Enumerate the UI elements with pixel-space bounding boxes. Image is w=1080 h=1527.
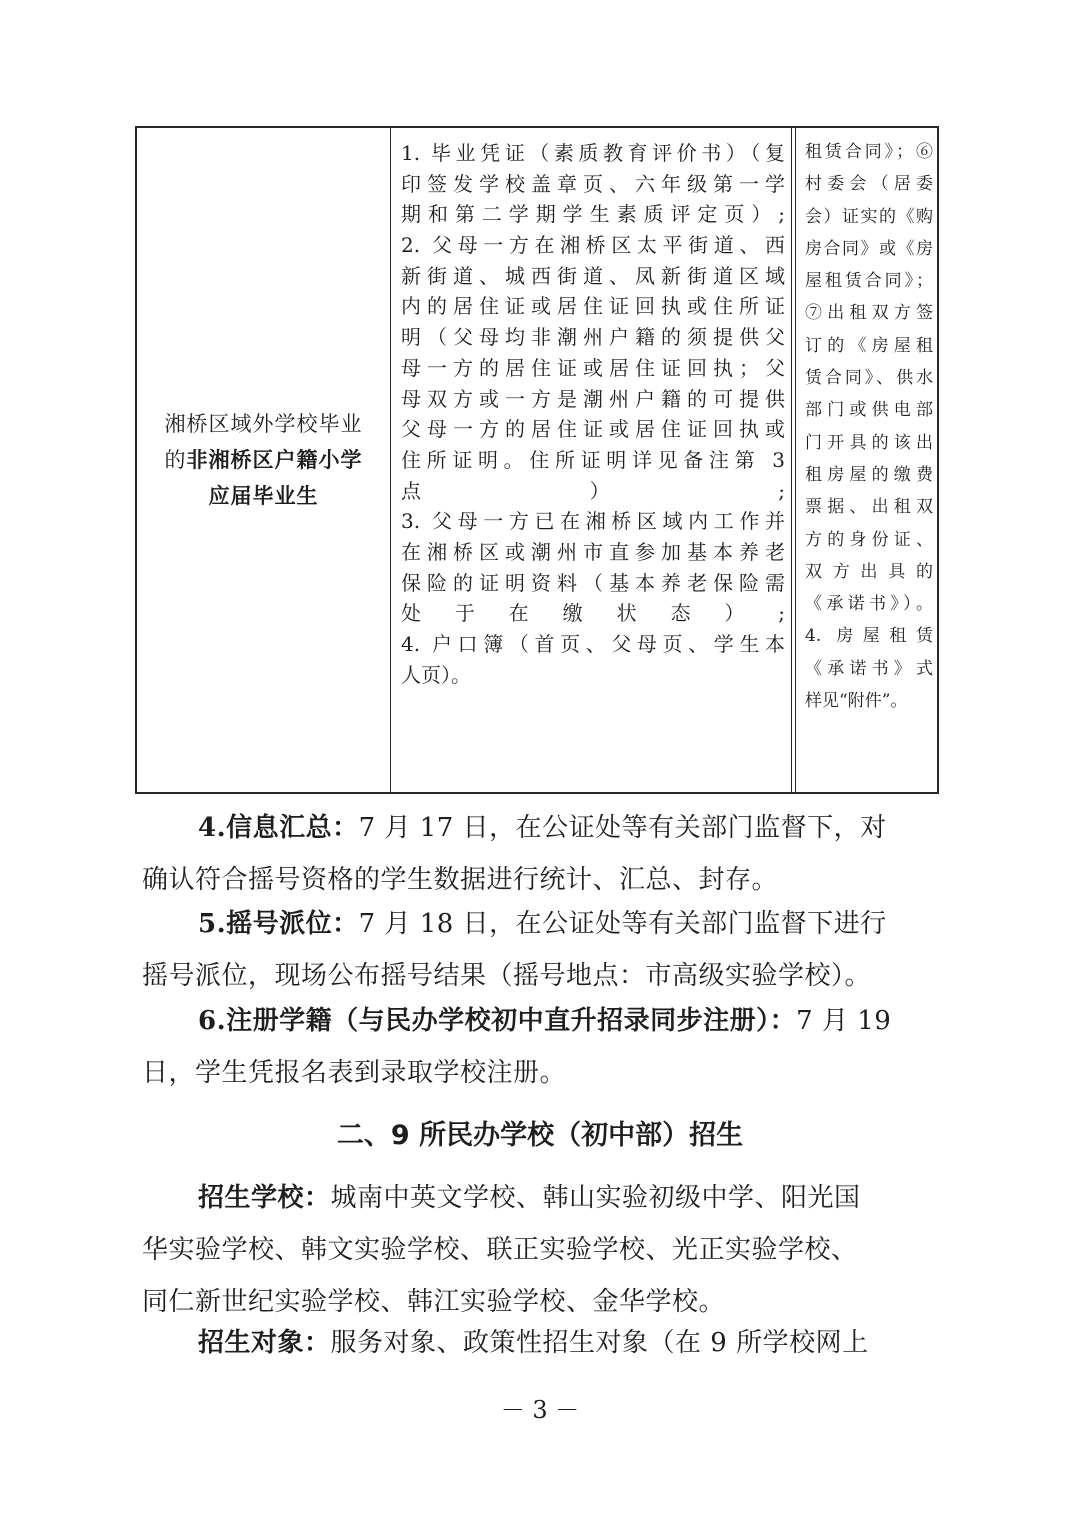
applicant-category-cell	[137, 128, 390, 792]
cell-line: 人页）。	[401, 662, 471, 687]
paragraph-text: 7 月 19	[796, 1006, 892, 1036]
cell-line: 租赁合同》；⑥	[805, 142, 933, 162]
paragraph-line: 确认符合摇号资格的学生数据进行统计、汇总、封存。	[142, 865, 779, 895]
cell-line: 母一方的居住证或居住证回执；父	[401, 355, 785, 380]
cell-line: 点）;	[401, 478, 785, 503]
cell-line: 屋租赁合同》；	[805, 271, 933, 292]
paragraph-line: 摇号派位，现场公布摇号结果（摇号地点：市高级实验学校）。	[142, 961, 872, 991]
table-column-divider	[390, 128, 391, 792]
paragraph-label: 招生学校：	[198, 1183, 331, 1213]
cell-line: 房合同》或《房	[805, 238, 933, 259]
cell-line: 部门或供电部	[805, 400, 933, 421]
table-column-divider	[791, 128, 792, 792]
paragraph-line	[142, 802, 932, 854]
paragraph-line: 同仁新世纪实验学校、韩江实验学校、金华学校。	[142, 1287, 726, 1317]
category-line-bold: 应届毕业生	[208, 483, 319, 508]
cell-line: 3. 父母一方已在湘桥区域内工作并	[401, 509, 785, 534]
paragraph-lottery	[142, 898, 932, 1002]
page-number: － 3 －	[500, 1396, 580, 1424]
paragraph-text: 7 月 18 日，在公证处等有关部门监督下进行	[358, 909, 887, 939]
cell-line: 保险的证明资料（基本养老保险需	[401, 570, 785, 595]
cell-line: ⑦出租双方签	[805, 303, 933, 324]
table-column-divider	[795, 128, 796, 792]
category-line-text: 的非湘桥区户籍小学	[164, 447, 363, 472]
paragraph-registration	[142, 995, 932, 1099]
cell-line: 租房屋的缴费	[805, 464, 933, 485]
paragraph-label: 4.信息汇总：	[198, 813, 359, 843]
section-heading: 二、9 所民办学校（初中部）招生	[336, 1120, 744, 1151]
cell-line: 母双方或一方是潮州户籍的可提供	[401, 386, 785, 411]
cell-line: 印签发学校盖章页、六年级第一学	[401, 171, 785, 196]
requirements-table	[135, 126, 939, 794]
paragraph-label: 5.摇号派位：	[198, 909, 359, 939]
cell-line: 明（父母均非潮州户籍的须提供父	[401, 325, 785, 350]
paragraph-line: 华实验学校、韩文实验学校、联正实验学校、光正实验学校、	[142, 1235, 858, 1265]
cell-line: 双方出具的	[805, 561, 933, 582]
cell-line: 4. 户口簿（首页、父母页、学生本	[401, 632, 785, 656]
cell-line: 订的《房屋租	[805, 335, 933, 356]
cell-line: 住所证明。住所证明详见备注第 3	[401, 447, 785, 472]
paragraph-info-summary	[142, 802, 932, 906]
paragraph-line	[142, 898, 932, 950]
cell-line: 新街道、城西街道、凤新街道区域	[401, 263, 785, 288]
paragraph-text: 城南中英文学校、韩山实验初级中学、阳光国	[330, 1183, 861, 1213]
cell-line: 票据、出租双	[805, 497, 933, 518]
cell-line: 内的居住证或居住证回执或住所证	[401, 294, 785, 319]
paragraph-schools	[142, 1172, 932, 1328]
cell-line: 2. 父母一方在湘桥区太平街道、西	[401, 233, 785, 258]
cell-line: 村委会（居委	[805, 174, 933, 195]
remarks-cell	[805, 136, 933, 717]
paragraph-text: 服务对象、政策性招生对象（在 9 所学校网上	[330, 1328, 869, 1358]
cell-line: 父母一方的居住证或居住证回执或	[401, 417, 785, 442]
category-line: 湘桥区域外学校毕业	[164, 412, 363, 436]
cell-line: 处于在缴状态）;	[401, 601, 785, 626]
paragraph-line	[142, 995, 932, 1047]
paragraph-targets	[142, 1317, 932, 1369]
cell-line: 门开具的该出	[805, 432, 933, 453]
cell-line: 方的身份证、	[805, 529, 933, 550]
category-line	[165, 442, 363, 478]
paragraph-label: 招生对象：	[198, 1328, 331, 1358]
cell-line: 赁合同》、供水	[805, 368, 933, 389]
cell-line: 样见“附件”。	[805, 691, 908, 712]
cell-line: 在湘桥区或潮州市直参加基本养老	[401, 539, 785, 564]
paragraph-line	[142, 1317, 932, 1369]
paragraph-line	[142, 1172, 932, 1224]
paragraph-text: 7 月 17 日，在公证处等有关部门监督下，对	[358, 813, 887, 843]
paragraph-line: 日，学生凭报名表到录取学校注册。	[142, 1058, 567, 1088]
cell-line: 4. 房屋租赁	[805, 626, 933, 647]
cell-line: 《承诺书》）。	[805, 594, 933, 615]
cell-line: 1. 毕业凭证（素质教育评价书）（复	[401, 141, 785, 165]
cell-line: 期和第二学期学生素质评定页）;	[401, 202, 785, 227]
required-documents-cell	[401, 138, 785, 690]
cell-line: 《承诺书》式	[805, 658, 933, 679]
cell-line: 会）证实的《购	[805, 206, 933, 227]
paragraph-label: 6.注册学籍（与民办学校初中直升招录同步注册）：	[198, 1006, 797, 1036]
